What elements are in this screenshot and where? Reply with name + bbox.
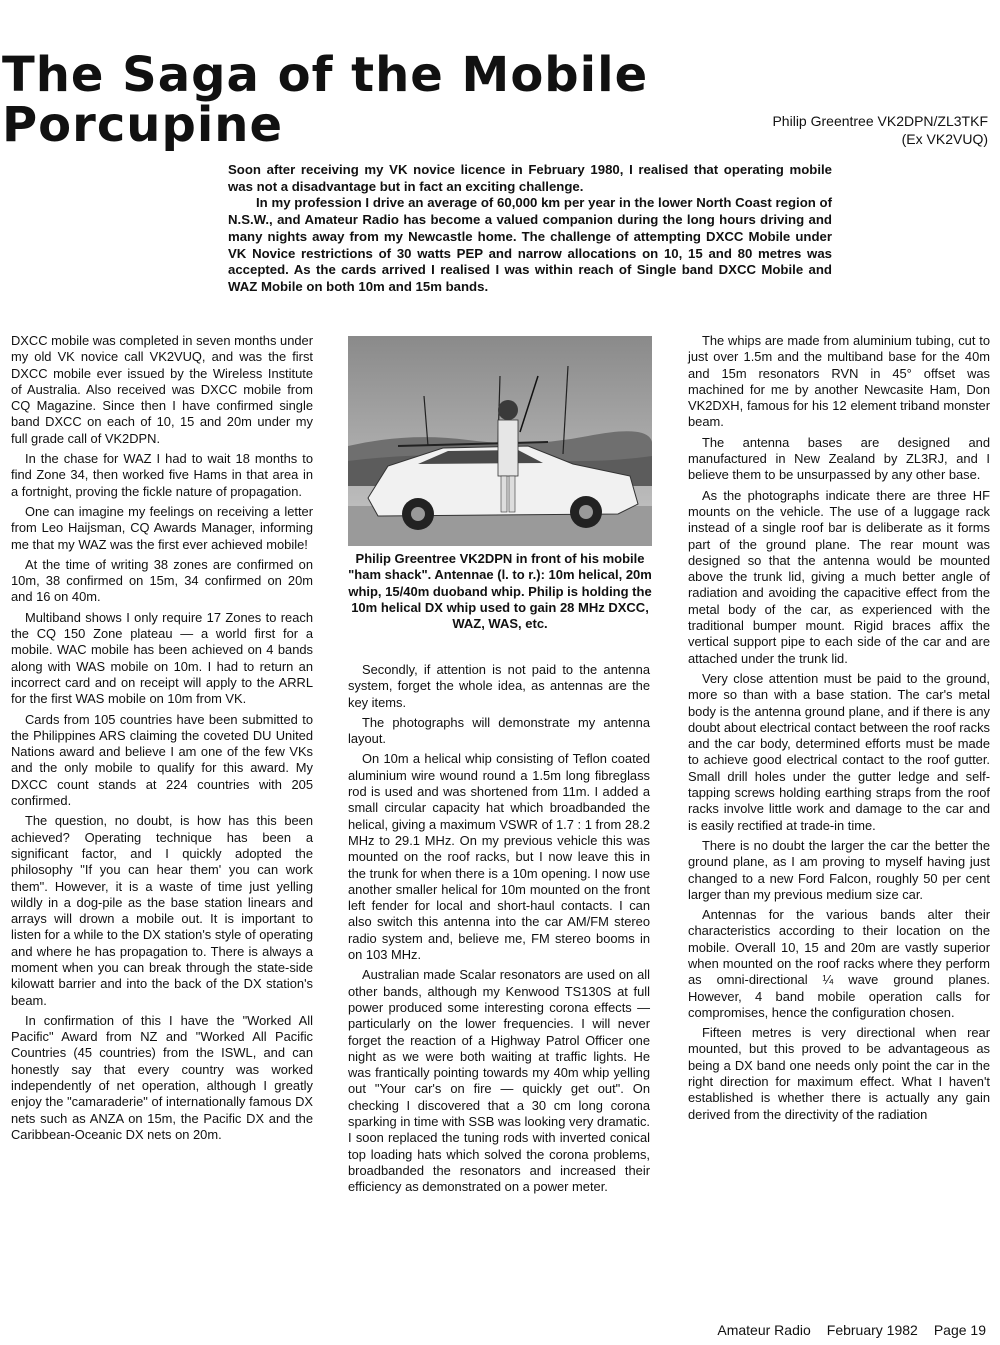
issue-date: February 1982	[826, 1322, 918, 1338]
intro	[228, 162, 832, 296]
page-number: Page 19	[933, 1322, 986, 1338]
intro-paragraph: In my profession I drive an average of 60,000 km per year in the lower North Coast region of N.S.W., and Amateur Radio has become a valued companion during the long hours driving and many nights away from my Newcastle home. The challenge of attempting DXCC Mobile under VK Novice restrictions of 30 watts PEP and narrow allocations on 10, 15 and 80 metres was accepted. As the cards arrived I realised I was within reach of Single band DXCC Mobile and WAZ Mobile on both 10m and 15m bands.	[228, 195, 832, 294]
publication-name: Amateur Radio	[717, 1322, 811, 1338]
column-1	[11, 333, 313, 1147]
paragraph: One can imagine my feelings on receiving a letter from Leo Haijsman, CQ Awards Manager, informing me that my WAZ was the first ever achieved mobile!	[11, 503, 313, 552]
column-3	[688, 333, 990, 1127]
paragraph: Secondly, if attention is not paid to the antenna system, forget the whole idea, as antennas are the key items.	[348, 662, 650, 710]
author-former-call: (Ex VK2VUQ)	[901, 131, 988, 147]
paragraph: Australian made Scalar resonators are used on all other bands, although my Kenwood TS130S at full power produced some interesting corona effects — particularly on the lower frequencies. I will never forget the reaction of a Highway Patrol Officer one night as we were both waiting at traffic lights. He was frantically pointing towards my 40m whip yelling out "Your car's on fire — quickly get out". On checking I discovered that a 30 cm long corona sparking in time with SSB was looking very dramatic. I soon replaced the tuning rods with inverted conical top loading hats which solved the corona problems, broadbanded the resonators and increased their efficiency as demonstrated on a power meter.	[348, 967, 650, 1195]
article-title	[2, 47, 722, 153]
paragraph: At the time of writing 38 zones are confirmed on 10m, 38 confirmed on 15m, 34 confirmed on 20m and 16 on 40m.	[11, 556, 313, 605]
paragraph: Very close attention must be paid to the ground, more so than with a base station. The car's metal body is the antenna ground plane, and if there is any doubt about electrical contact between the roof racks and the car body, determined efforts must be made to achieve good electrical contact to the roof gutter. Small drill holes under the gutter ledge and self-tapping screws holding earthing straps from the roof racks involve little work and damage to the car and is easily rectified at trade-in time.	[688, 670, 990, 833]
paragraph: DXCC mobile was completed in seven months under my old VK novice call VK2VUQ, and was the first DXCC mobile ever issued by the Wireless Institute of Australia. Also received was DXCC mobile from CQ Magazine. Since then I have confirmed single band DXCC on each of 10, 15 and 20m under my full grade call of VK2DPN.	[11, 333, 313, 446]
paragraph: In the chase for WAZ I had to wait 18 months to find Zone 34, then worked five Hams in that area in a fortnight, proving the fickle nature of propagation.	[11, 451, 313, 499]
paragraph: The antenna bases are designed and manufactured in New Zealand by ZL3RJ, and I believe them to be unsurpassed by any other base.	[688, 434, 990, 483]
paragraph: The whips are made from aluminium tubing, cut to just over 1.5m and the multiband base for the 40m and 15m resonators RVN in 45° offset was machined for me by another Newcasite Ham, Don VK2DXH, famous for his 12 element triband monster beam.	[688, 333, 990, 430]
title-line-2: Porcupine	[2, 97, 283, 153]
paragraph: Multiband shows I only require 17 Zones to reach the CQ 150 Zone plateau — a world first for a mobile. WAC mobile has been achieved on 4 bands along with WAS mobile on 10m. I had to return an incorrect card and on receipt will apply to the ARRL for the first WAS mobile on 10m from VK.	[11, 609, 313, 707]
paragraph: On 10m a helical whip consisting of Teflon coated aluminium wire wound round a 1.5m long fibreglass rod is used and was shortened from 11m. I added a small circular capacity hat which broadbanded the helical, giving a maximum VSWR of 1.7 : 1 from 28.2 MHz to 29.1 MHz. On my previous vehicle this was mounted on the roof racks, but I now leave this in the trunk for when there is a 10m opening. I now use another smaller helical for 10m mounted on the front left fender for local and short-haul contacts. I can also switch this antenna into the car AM/FM stereo radio system and, believe me, FM stereo booms in on 103 MHz.	[348, 751, 650, 963]
paragraph: Antennas for the various bands alter their characteristics according to their location on the mobile. Overall 10, 15 and 20m are vastly superior when mounted on the roof racks where they perform as omni-directional ¼ wave ground planes. However, 4 band mobile operation calls for compromises, hence the configuration chosen.	[688, 907, 990, 1020]
paragraph: In confirmation of this I have the "Worked All Pacific" Award from NZ and "Worked All Pacific Countries (45 countries) from the ISWL, and can honestly say that every country was worked independently of net operation, although I greatly enjoy the "camaraderie" of internationally famous DX nets such as ANZA on 15m, the Pacific DX and the Caribbean-Oceanic DX nets on 20m.	[11, 1012, 313, 1142]
author-name: Philip Greentree VK2DPN/ZL3TKF	[772, 113, 988, 129]
page-footer	[701, 1322, 986, 1338]
intro-paragraph: Soon after receiving my VK novice licence in February 1980, I realised that operating mobile was not a disadvantage but in fact an exciting challenge.	[228, 162, 832, 194]
column-2	[348, 662, 650, 1200]
paragraph: The question, no doubt, is how has this been achieved? Operating technique has been a significant factor, and I quickly adopted the philosophy "If you can hear them' you can work them". However, it is a waste of time just yelling wildly in a dog-pile as the base station linears and arrays will drown a mobile out. It is important to listen for a while to the DX station's style of operating and where he has propagation to. There is always a moment when you can break through the state-side kilowatt barrier and into the back of the DX station's beam.	[11, 813, 313, 1008]
byline	[772, 112, 988, 148]
title-line-1: The Saga of the Mobile	[2, 47, 649, 103]
car-photo	[348, 336, 652, 546]
paragraph: As the photographs indicate there are three HF mounts on the vehicle. The use of a luggage rack instead of a single roof bar is deliberate as it forms part of the ground plane. The rear mount was designed so that the antenna would be mounted above the trunk lid, giving a much better angle of radiation and avoiding the capacitive effect from the metal body of the car, as experienced with the traditional bumper mount. Rigid braces affix the vertical support pipe to each side of the car and are attached under the trunk lid.	[688, 487, 990, 666]
paragraph: Cards from 105 countries have been submitted to the Philippines ARS claiming the coveted DU United Nations award and believe I am one of the few VKs and the only mobile to qualify for this award. My DXCC count stands at 224 countries with 205 confirmed.	[11, 711, 313, 809]
paragraph: The photographs will demonstrate my antenna layout.	[348, 714, 650, 747]
photo-caption: Philip Greentree VK2DPN in front of his mobile "ham shack". Antennae (l. to r.): 10m helical, 20m whip, 15/40m duoband whip. Philip is holding the 10m helical DX whip used to gain 28 MHz DXCC, WAZ, WAS, etc.	[348, 551, 652, 632]
car-photo-illustration	[348, 336, 652, 546]
paragraph: There is no doubt the larger the car the better the ground plane, as I am proving to myself having just changed to a new Ford Falcon, roughly 50 per cent larger than my previous medium size car.	[688, 837, 990, 902]
paragraph: Fifteen metres is very directional when rear mounted, but this proved to be advantageous as being a DX band one needs only point the car in the right direction for maximum effect. What I haven't established is whether there is actually any gain derived from the directivity of the radiation	[688, 1025, 990, 1122]
